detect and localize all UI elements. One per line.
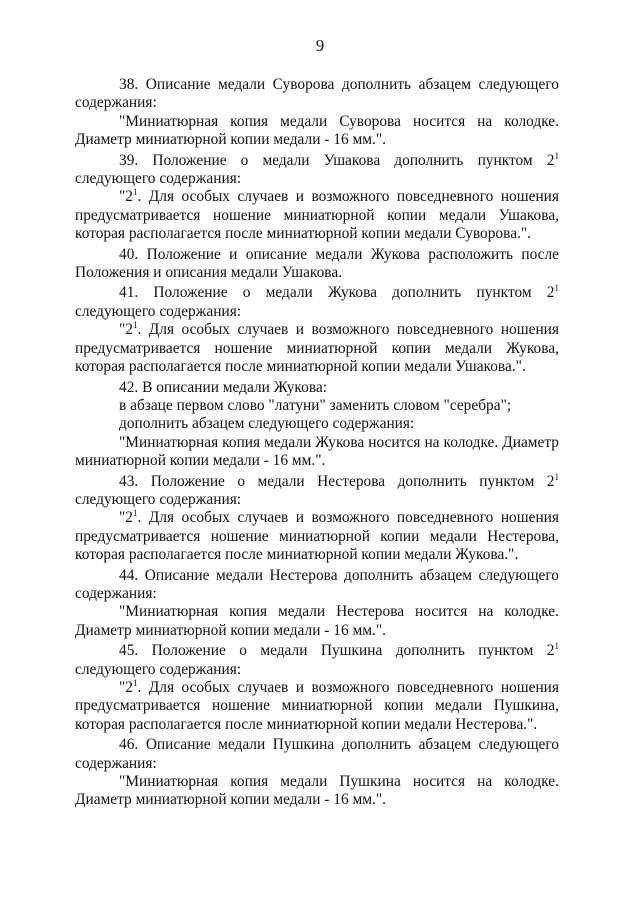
- paragraph-43: 43. Положение о медали Нестерова дополнить пунктом $2^1$ следующего содержания:: [75, 471, 559, 508]
- paragraph-38: 38. Описание медали Суворова дополнить абзацем следующего содержания:: [75, 76, 559, 112]
- paragraph-41-quote: "$2^1$. Для особых случаев и возможного повседневного ношения предусматривается ношение миниатюрной копии медали Жукова, которая располагается после миниатюрной копии медали Ушакова.".: [75, 320, 559, 376]
- paragraph-46-quote: "Миниатюрная копия медали Пушкина носится на колодке. Диаметр миниатюрной копии медали - 16 мм.".: [75, 773, 559, 809]
- paragraph-44-quote: "Миниатюрная копия медали Нестерова носится на колодке. Диаметр миниатюрной копии медали - 16 мм.".: [75, 603, 559, 639]
- paragraph-43-quote: "$2^1$. Для особых случаев и возможного повседневного ношения предусматривается ношение миниатюрной копии медали Нестерова, которая располагается после миниатюрной копии медали Жукова.".: [75, 508, 559, 564]
- paragraph-45-quote: "$2^1$. Для особых случаев и возможного повседневного ношения предусматривается ношение миниатюрной копии медали Пушкина, которая располагается после миниатюрной копии медали Нестерова.".: [75, 678, 559, 733]
- paragraph-42: 42. В описании медали Жукова:: [119, 378, 327, 396]
- paragraph-38-quote: "Миниатюрная копия медали Суворова носится на колодке. Диаметр миниатюрной копии медали - 16 мм.".: [75, 112, 559, 149]
- paragraph-42-item-2: дополнить абзацем следующего содержания:: [119, 415, 415, 433]
- paragraph-39-quote: "$2^1$. Для особых случаев и возможного повседневного ношения предусматривается ношение миниатюрной копии медали Ушакова, которая располагается после миниатюрной копии медали Суворова.".: [75, 187, 559, 243]
- paragraph-39: 39. Положение о медали Ушакова дополнить пунктом $2^1$ следующего содержания:: [75, 150, 559, 188]
- paragraph-41: 41. Положение о медали Жукова дополнить пунктом $2^1$ следующего содержания:: [75, 283, 559, 320]
- paragraph-45: 45. Положение о медали Пушкина дополнить пунктом $2^1$ следующего содержания:: [75, 641, 559, 678]
- document-body: [75, 76, 559, 810]
- page-number: 9: [315, 36, 325, 55]
- paragraph-44: 44. Описание медали Нестерова дополнить абзацем следующего содержания:: [75, 566, 559, 602]
- paragraph-42-quote: "Миниатюрная копия медали Жукова носится на колодке. Диаметр миниатюрной копии медали - 16 мм.".: [75, 433, 559, 470]
- paragraph-42-item-1: в абзаце первом слово "латуни" заменить словом "серебра";: [119, 396, 512, 414]
- paragraph-46: 46. Описание медали Пушкина дополнить абзацем следующего содержания:: [75, 736, 559, 772]
- paragraph-40: 40. Положение и описание медали Жукова расположить после Положения и описания медали Ушакова.: [75, 245, 559, 282]
